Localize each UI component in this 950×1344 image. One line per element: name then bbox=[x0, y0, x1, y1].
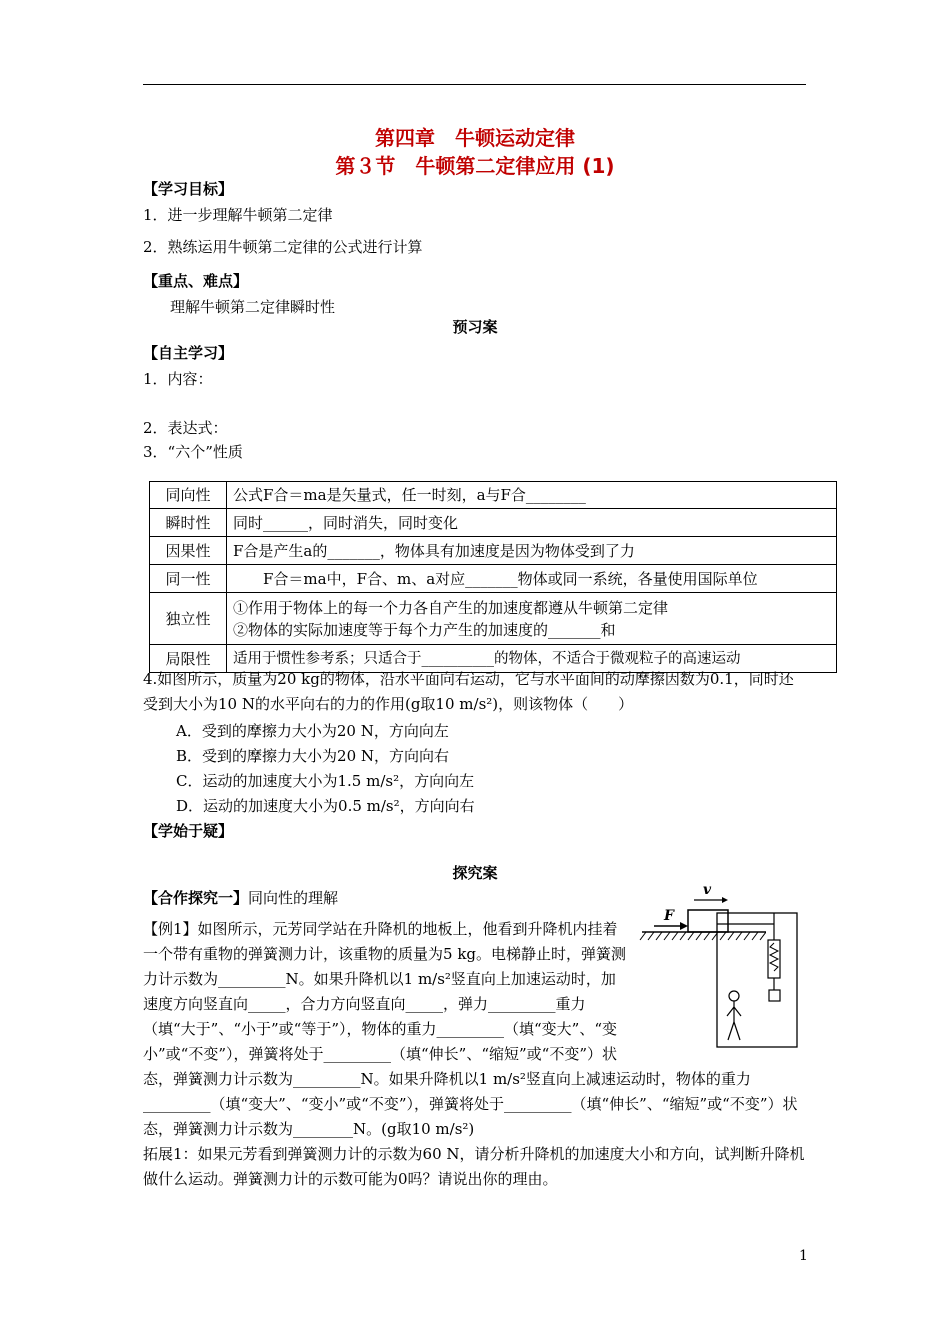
question-4-stem: 4.如图所示，质量为20 kg的物体，沿水平面向右运动，它与水平面间的动摩擦因数为0.1，同时还受到大小为10 N的水平向右的力的作用(g取10 m/s²)，则该物体（ ） bbox=[143, 670, 794, 713]
property-line: ①作用于物体上的每一个力各自产生的加速度都遵从牛顿第二定律 bbox=[233, 598, 669, 617]
example-1-text-head bbox=[143, 917, 808, 1142]
velocity-label: v bbox=[703, 882, 712, 898]
force-label: F bbox=[664, 908, 674, 924]
property-description: 同时______，同时消失，同时变化 bbox=[227, 509, 837, 537]
example-1-text: 【例1】如图所示，元芳同学站在升降机的地板上，他看到升降机内挂着一个带有重物的弹簧测力计，该重物的质量为5 kg。电梯静止时，弹簧测力计示数为_________N。如果升降机以1 m/s²竖直向上加速运动时，加速度方向竖直向_____，合力方向竖直向_____，弹力_________重力（填“大于”、“小于”或“等于”），物体的重力_________（填“变大”、“变小”或“不变”），弹簧将处于_________（填“伸长”、“缩短”或“不变”）状态，弹簧测力计示数为_________N。如果升降机以1 m/s²竖直向上减速运动时，物体的重力_________（填“变大”、“变小”或“不变”），弹簧将处于_________（填“伸长”、“缩短”或“不变”）状态，弹簧测力计示数为________N。(g取10 m/s²) bbox=[143, 920, 798, 1138]
question-4-option-a: A．受到的摩擦力大小为20 N，方向向左 bbox=[176, 722, 449, 740]
property-description: F合＝ma中，F合、m、a对应_______物体或同一系统，各量使用国际单位 bbox=[227, 565, 837, 593]
property-name: 局限性 bbox=[150, 645, 227, 673]
question-4-option-b: B．受到的摩擦力大小为20 N，方向向右 bbox=[176, 747, 450, 765]
property-description: F合是产生a的_______，物体具有加速度是因为物体受到了力 bbox=[227, 537, 837, 565]
property-name: 同向性 bbox=[150, 482, 227, 509]
table-row bbox=[150, 537, 837, 565]
property-description bbox=[227, 593, 837, 645]
key-points-heading: 【重点、难点】 bbox=[143, 272, 249, 290]
goal-item-1: 1．进一步理解牛顿第二定律 bbox=[143, 206, 333, 224]
explore-title: 探究案 bbox=[452, 864, 498, 882]
coop-topic: 同向性的理解 bbox=[248, 889, 339, 907]
table-row bbox=[150, 593, 837, 645]
figure-spacer bbox=[628, 917, 808, 1045]
goals-heading: 【学习目标】 bbox=[143, 180, 234, 198]
property-name: 独立性 bbox=[150, 593, 227, 645]
question-4-option-c: C．运动的加速度大小为1.5 m/s²，方向向左 bbox=[176, 772, 475, 790]
coop-heading: 【合作探究一】 bbox=[143, 889, 249, 907]
item-six-properties: 3．“六个”性质 bbox=[143, 443, 243, 461]
property-name: 同一性 bbox=[150, 565, 227, 593]
property-description: 适用于惯性参考系；只适合于__________的物体，不适合于微观粒子的高速运动 bbox=[227, 645, 837, 673]
properties-table bbox=[149, 481, 837, 673]
coop-explore-line bbox=[143, 887, 338, 908]
section-title: 第３节 牛顿第二定律应用 (1) bbox=[335, 154, 615, 178]
key-points-text: 理解牛顿第二定律瞬时性 bbox=[170, 298, 336, 316]
chapter-title: 第四章 牛顿运动定律 bbox=[375, 126, 575, 150]
header-rule bbox=[143, 84, 806, 85]
table-row bbox=[150, 509, 837, 537]
question-4-option-d: D．运动的加速度大小为0.5 m/s²，方向向右 bbox=[176, 797, 475, 815]
property-name: 瞬时性 bbox=[150, 509, 227, 537]
table-row bbox=[150, 482, 837, 509]
extension-1-text: 拓展1：如果元芳看到弹簧测力计的示数为60 N，请分析升降机的加速度大小和方向，试判断升降机做什么运动。弹簧测力计的示数可能为0吗？请说出你的理由。 bbox=[143, 1145, 805, 1188]
item-content: 1．内容： bbox=[143, 370, 213, 388]
doubts-heading: 【学始于疑】 bbox=[143, 822, 234, 840]
self-study-heading: 【自主学习】 bbox=[143, 344, 234, 362]
goal-item-2: 2．熟练运用牛顿第二定律的公式进行计算 bbox=[143, 238, 423, 256]
property-description: 公式F合＝ma是矢量式，任一时刻，a与F合________ bbox=[227, 482, 837, 509]
item-expression: 2．表达式： bbox=[143, 419, 228, 437]
property-line: ②物体的实际加速度等于每个力产生的加速度的_______和 bbox=[233, 620, 616, 639]
preview-title: 预习案 bbox=[452, 318, 498, 336]
page-number: 1 bbox=[799, 1248, 808, 1264]
property-name: 因果性 bbox=[150, 537, 227, 565]
table-row bbox=[150, 565, 837, 593]
